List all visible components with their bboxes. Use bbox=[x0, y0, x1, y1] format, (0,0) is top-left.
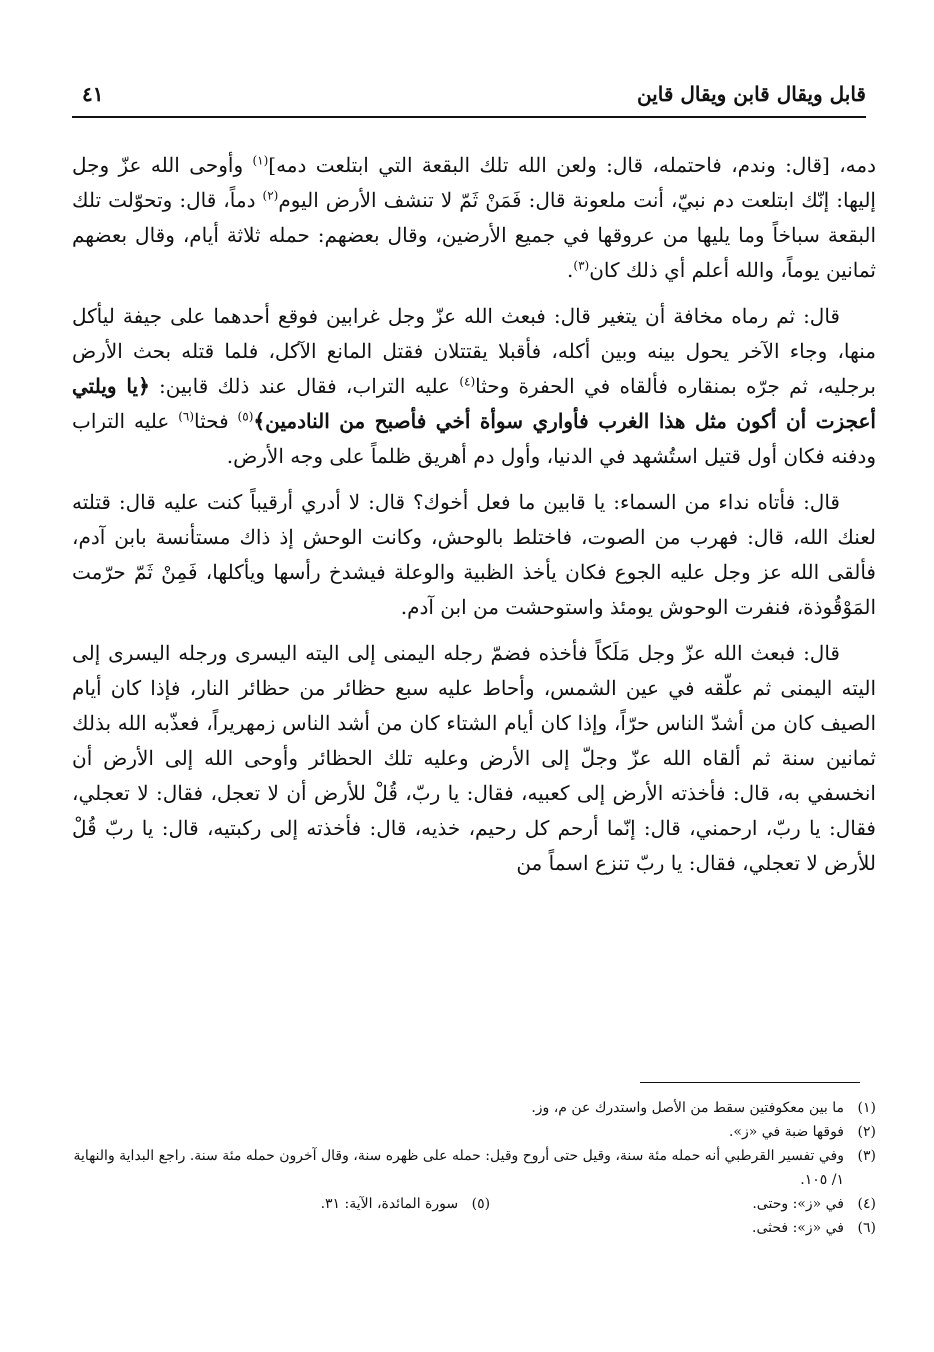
footnotes bbox=[72, 1096, 876, 1240]
footnote-text: سورة المائدة، الآية: ٣١. bbox=[320, 1196, 459, 1212]
footnote-ref-3[interactable]: (٣) bbox=[573, 258, 590, 273]
text-run: عليه التراب، فقال عند ذلك قابين: bbox=[149, 374, 460, 398]
running-title: قابل ويقال قابن ويقال قاين bbox=[636, 82, 866, 106]
main-text bbox=[72, 148, 876, 892]
footnote-number: (٦) bbox=[857, 1220, 876, 1236]
text-run: وأوحى الله عزّ وجل إليها: إنّك ابتلعت دم نبيّ، أنت ملعونة قال: فَمَنْ ثَمّ لا تنشف الأرض اليوم bbox=[72, 153, 876, 212]
footnote-divider bbox=[640, 1082, 860, 1083]
paragraph-2 bbox=[72, 299, 876, 474]
text-run: . bbox=[567, 258, 574, 282]
text-run: دماً، قال: وتحوّلت تلك البقعة سباخاً وما يليها من عروقها في جميع الأرضين، وقال بعضهم: حمله ثلاثة أيام، وقال بعضهم ثمانين يوماً، والله أعلم أي ذلك كان bbox=[72, 188, 876, 282]
quran-verse: ﴿يا ويلتي أعجزت أن أكون مثل هذا الغرب فأواري سوأة أخي فأصبح من النادمين﴾ bbox=[72, 374, 876, 433]
footnote-number: (٥) bbox=[471, 1196, 491, 1212]
footnote-ref-4[interactable]: (٤) bbox=[459, 374, 476, 389]
footnote-ref-2[interactable]: (٢) bbox=[262, 188, 279, 203]
page-number: ٤١ bbox=[82, 82, 104, 106]
footnote-text: وفي تفسير القرطبي أنه حمله مئة سنة، وقيل حتى أروح وقيل: حمله على ظهره سنة، وقال آخرون حمله مئة سنة. راجع البداية والنهاية ١/ ١٠٥. bbox=[73, 1148, 844, 1188]
text-run: دمه، [قال: وندم، فاحتمله، قال: ولعن الله تلك البقعة التي ابتلعت دمه] bbox=[268, 153, 876, 177]
page-header bbox=[72, 78, 866, 118]
footnote-6 bbox=[72, 1216, 876, 1240]
footnote-ref-1[interactable]: (١) bbox=[252, 153, 269, 168]
paragraph-1 bbox=[72, 148, 876, 288]
footnote-number: (٢) bbox=[857, 1124, 876, 1140]
footnote-text: في «ز»: فحثى. bbox=[752, 1220, 844, 1236]
text-run: قال: ثم رماه مخافة أن يتغير قال: فبعث الله عزّ وجل غرابين فوقع أحدهما على جيفة ليأكل منها، وجاء الآخر يحول بينه وبين أكله، فأقبلا يقتتلان فقتل المانع الآكل، فلما قتله بحث الأرض برجليه، ثم جرّه بمنقاره فألقاه في الحفرة وحثا bbox=[72, 304, 877, 398]
footnote-row bbox=[72, 1192, 876, 1216]
paragraph-3: قال: فأتاه نداء من السماء: يا قابين ما فعل أخوك؟ قال: لا أدري أرقيباً كنت عليه قال: قتلته لعنك الله، قال: فهرب من الصوت، فاختلط بالوحش، وكانت الوحش إذ ذاك مستأنسة بابن آدم، فألقى الله عز وجل عليه الجوع فكان يأخذ الظبية والوعلة فيشدخ رأسها ويأكلها، فَمِنْ ثَمّ حرّمت المَوْقُوذة، فنفرت الوحوش يومئذ واستوحشت من ابن آدم. bbox=[72, 490, 876, 619]
paragraph-4: قال: فبعث الله عزّ وجل مَلَكاً فأخذه فضمّ رجله اليمنى إلى اليته اليسرى ورجله اليسرى إلى اليته اليمنى ثم علّقه في عين الشمس، وأحاط عليه سبع حظائر من حظائر النار، فإذا كان أيام الصيف كان من أشدّ الناس حرّاً، وإذا كان أيام الشتاء كان من أشد الناس زمهريراً، فعذّبه الله بذلك ثمانين سنة ثم ألقاه الله عزّ وجلّ إلى الأرض وعليه تلك الحظائر وأوحى الله إلى الأرض أن انخسفي به، قال: فأخذته الأرض إلى كعبيه، فقال: يا ربّ، قُلْ للأرض أن لا تعجل، فقال: لا تعجلي، فقال: يا ربّ، ارحمني، قال: إنّما أرحم كل رحيم، خذيه، قال: فأخذته إلى ركبتيه، قال: يا ربّ قُلْ للأرض لا تعجلي، فقال: يا ربّ تنزع اسماً من bbox=[72, 641, 876, 875]
footnote-1 bbox=[72, 1096, 876, 1120]
text-run: عليه التراب ودفنه فكان أول قتيل استُشهد في الدنيا، وأول دم أهريق ظلماً على وجه الأرض. bbox=[72, 409, 876, 468]
footnote-text: ما بين معكوفتين سقط من الأصل واستدرك عن م، وز. bbox=[531, 1100, 844, 1116]
footnote-5 bbox=[104, 1192, 490, 1216]
footnote-number: (٣) bbox=[857, 1148, 876, 1164]
text-run: فحثا bbox=[194, 409, 238, 433]
footnote-number: (١) bbox=[857, 1100, 876, 1116]
footnote-ref-5[interactable]: (٥) bbox=[237, 409, 254, 424]
footnote-ref-6[interactable]: (٦) bbox=[178, 409, 195, 424]
footnote-4 bbox=[490, 1192, 876, 1216]
footnote-3 bbox=[72, 1144, 876, 1192]
footnote-number: (٤) bbox=[857, 1196, 876, 1212]
footnote-2 bbox=[72, 1120, 876, 1144]
footnote-text: في «ز»: وحتى. bbox=[752, 1196, 844, 1212]
footnote-text: فوقها ضبة في «ز». bbox=[728, 1124, 844, 1140]
